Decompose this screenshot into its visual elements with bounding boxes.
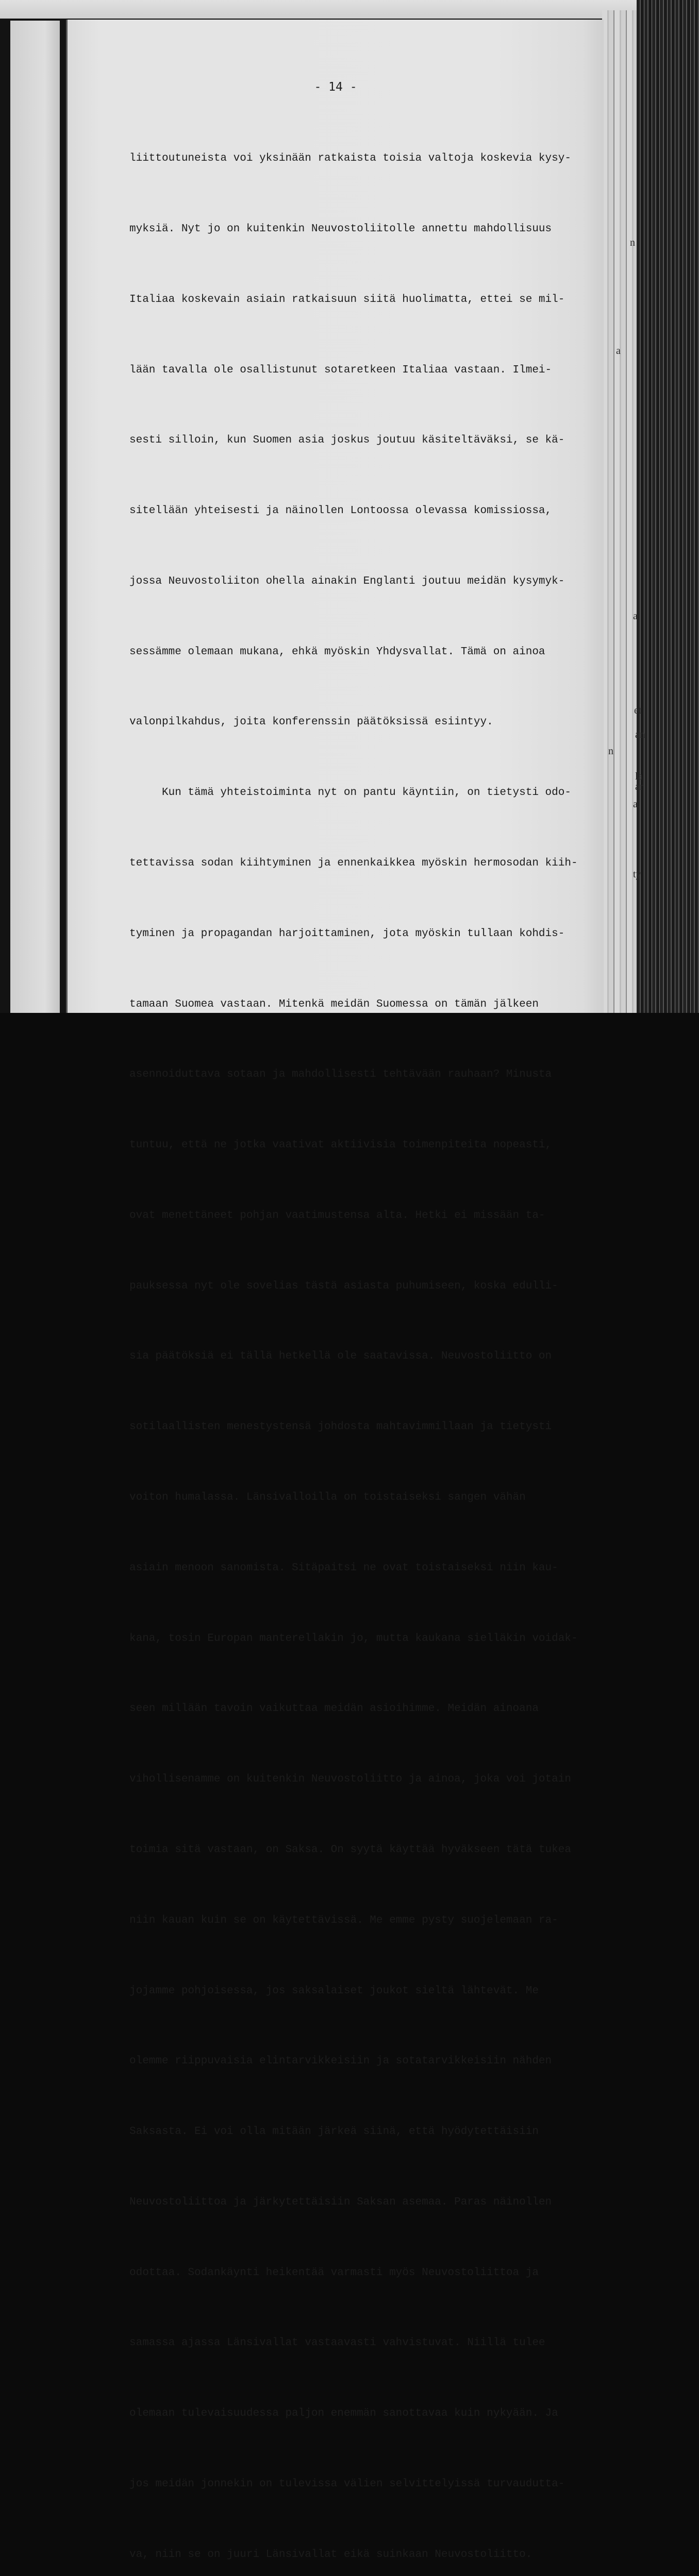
- text-line: jojamme pohjoisessa, jos saksalaiset joukot sieltä lähtevät. Me: [129, 1985, 539, 1997]
- text-line: sitellään yhteisesti ja näinollen Lontoossa olevassa komissiossa,: [129, 505, 552, 517]
- text-line: tuntuu, että ne jotka vaativat aktiivisia toimenpiteita nopeasti,: [129, 1139, 552, 1151]
- text-line: olemme riippuvaisia elintarvikkeisiin ja sotatarvikkeisiin nähden: [129, 2055, 552, 2067]
- text-line: sesti silloin, kun Suomen asia joskus joutuu käsiteltäväksi, se kä-: [129, 434, 565, 447]
- text-line: Neuvostoliittoa ja järkytettäisiin Saksan asemaa. Paras näinollen: [129, 2196, 552, 2208]
- margin-fragment: n: [608, 745, 613, 757]
- text-line: tamaan Suomea vastaan. Mitenkä meidän Suomessa on tämän jälkeen: [129, 998, 539, 1010]
- margin-fragment: la: [635, 771, 643, 782]
- text-line: voiton humalassa. Länsivalloilla on toistaiseksi sangen vähän: [129, 1492, 526, 1504]
- text-line: jos meidän jonnekin on tulevissa välien selvittelyissä turvauduttа-: [129, 2478, 565, 2490]
- text-line: asennoiduttava sotaan ja mahdollisesti tehtävään rauhaan? Minusta: [129, 1069, 552, 1081]
- top-edge-strip: [0, 0, 699, 19]
- margin-fragment: ty: [633, 869, 641, 880]
- text-line: odottaa. Sodankäynti heikentää varmasti myös Neuvostoliittoa ja: [129, 2266, 539, 2279]
- margin-fragment: an: [635, 729, 645, 740]
- text-line: samassa ajassa Länsivallat vastaavasti vahvistuvat. Niillä tulee: [129, 2337, 545, 2349]
- text-line: pauksessa nyt ole sovelias tästä asiasta puhumiseen, koska edulli-: [129, 1280, 558, 1292]
- margin-fragment: ar: [635, 781, 643, 792]
- text-line: tettavissa sodan kiihtyminen ja ennenkaikkea myöskin hermosodan kiih-: [129, 857, 578, 869]
- page-number: - 14 -: [314, 80, 357, 94]
- text-line: vihollisenamme on kuitenkin Neuvostoliitto ja ainoa, joka voi jotain: [129, 1773, 571, 1786]
- text-line: sessämme olemaan mukana, ehkä myöskin Yhdysvallat. Tämä on ainoa: [129, 646, 545, 658]
- margin-fragment: a.: [633, 799, 640, 810]
- text-line: liittoutuneista voi yksinään ratkaista toisia valtoja koskevia kysy-: [129, 152, 571, 165]
- text-line: ovat menettäneet pohjan vaatimustensa alta. Hetki ei missään ta-: [129, 1209, 545, 1222]
- text-line: sia päätöksiä ei tällä hetkellä ole saatavissa. Neuvostoliitto on: [129, 1350, 552, 1363]
- text-line: Kun tämä yhteistoiminta nyt on pantu käyntiin, on tietysti odo-: [129, 787, 571, 799]
- text-line: olemaan tulevaisuudessa paljon enemmän sanottavaa kuin nykyään. Ja: [129, 2408, 558, 2420]
- text-line: seen millään tavoin vaikuttaa meidän asioihimme. Meidän ainoana: [129, 1703, 539, 1715]
- text-line: niin kauan kuin se on käytettävissä. Me emme pysty suojelemaan ra-: [129, 1914, 558, 1926]
- text-line: valonpilkahdus, joita konferenssin päätöksissä esiintyy.: [129, 716, 493, 728]
- margin-fragment: n: [630, 237, 635, 248]
- document-page: [66, 20, 604, 2561]
- text-line: va, niin se on juuri Länsivallat eikä suinkaan Neuvostoliitto.: [129, 2548, 532, 2561]
- text-line: Italiaa koskevain asiain ratkaisuun siitä huolimatta, ettei se mil-: [129, 293, 565, 306]
- text-line: kana, tosin Europan manterellakin jo, mutta kaukana sielläkin voidak-: [129, 1632, 578, 1645]
- margin-fragment: et: [634, 705, 642, 716]
- text-line: toimia sitä vastaan, on Saksa. On syytä käyttää hyväkseen tätä tukea: [129, 1843, 571, 1856]
- text-line: jossa Neuvostoliiton ohella ainakin Englanti joutuu meidän kysymyk-: [129, 575, 565, 587]
- previous-page-edge: [10, 21, 60, 1013]
- text-line: tyminen ja propagandan harjoittaminen, jota myöskin tullaan kohdis-: [129, 927, 565, 940]
- text-line: lään tavalla ole osallistunut sotaretkeen Italiaa vastaan. Ilmei-: [129, 364, 552, 376]
- book-edge-dark: [637, 0, 699, 1013]
- text-line: Saksasta. Ei voi olla mitään järkeä siinä, että hyödytettäisiin: [129, 2126, 539, 2138]
- text-line: myksiä. Nyt jo on kuitenkin Neuvostoliitolle annettu mahdollisuus: [129, 223, 552, 235]
- body-text: [129, 100, 604, 2576]
- margin-fragment: a: [616, 345, 621, 357]
- text-line: asiain menoon sanomista. Sitäpaitsi ne ovat toistaiseksi niin kau-: [129, 1562, 558, 1574]
- margin-fragment: a: [633, 611, 638, 622]
- text-line: sotilaallisten menestystensä johdosta mahtavimmillaan ja tietysti: [129, 1421, 552, 1433]
